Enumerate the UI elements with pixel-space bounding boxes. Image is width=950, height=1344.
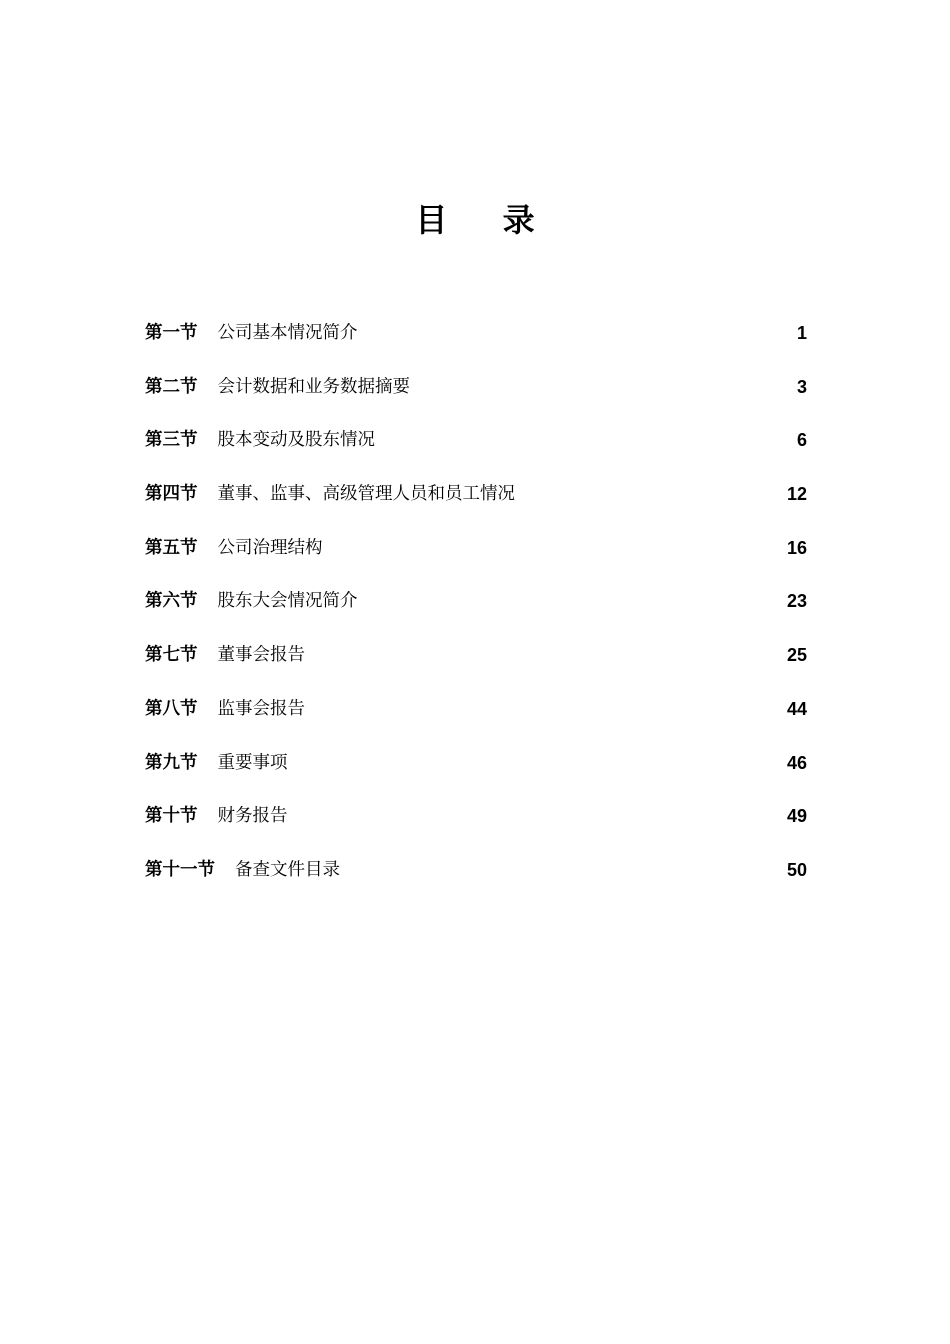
toc-entry-8[interactable]: [145, 694, 807, 748]
toc-section-number: 第二节: [145, 376, 198, 397]
toc-entry-2[interactable]: [145, 372, 807, 426]
toc-entry-7[interactable]: [145, 640, 807, 694]
toc-entry-4[interactable]: [145, 479, 807, 533]
toc-section-title: 会计数据和业务数据摘要: [217, 376, 410, 397]
toc-entry-6[interactable]: [145, 586, 807, 640]
toc-page-number: 46: [786, 752, 807, 773]
toc-section-title: 董事会报告: [217, 645, 305, 666]
toc-section-title: 备查文件目录: [235, 859, 340, 880]
toc-page-number: 49: [786, 806, 807, 827]
toc-page-number: 50: [786, 859, 807, 880]
toc-page-number: 12: [786, 484, 807, 505]
toc-page-number: 44: [786, 698, 807, 719]
toc-section-title: 股本变动及股东情况: [217, 430, 375, 451]
toc-page-number: 23: [786, 591, 807, 612]
toc-section-title: 董事、监事、高级管理人员和员工情况: [217, 484, 515, 505]
toc-section-number: 第九节: [145, 752, 198, 773]
page-title: 目 录: [415, 201, 557, 239]
toc-section-number: 第十节: [145, 806, 198, 827]
toc-entry-1[interactable]: [145, 318, 807, 372]
toc-section-title: 公司治理结构: [217, 537, 323, 558]
toc-page-number: 3: [796, 376, 807, 397]
toc-section-title: 公司基本情况简介: [217, 323, 358, 343]
toc-entry-10[interactable]: [145, 801, 807, 855]
toc-entry-11[interactable]: [145, 855, 807, 909]
toc-section-number: 第一节: [145, 323, 198, 343]
toc-section-number: 第十一节: [145, 859, 215, 880]
toc-section-title: 财务报告: [217, 806, 288, 827]
toc-page-number: 16: [786, 537, 807, 558]
toc-page-number: 1: [796, 323, 807, 343]
toc-section-title: 重要事项: [217, 752, 288, 773]
toc-section-number: 第五节: [145, 537, 198, 558]
toc-section-number: 第八节: [145, 698, 198, 719]
toc-section-number: 第七节: [145, 645, 198, 666]
toc-entry-5[interactable]: [145, 533, 807, 587]
toc-page-number: 6: [796, 430, 807, 451]
toc-section-title: 股东大会情况简介: [217, 591, 358, 612]
toc-entry-3[interactable]: [145, 425, 807, 479]
toc-entry-9[interactable]: [145, 748, 807, 802]
toc-page-number: 25: [786, 645, 807, 666]
table-of-contents: [145, 318, 807, 909]
toc-section-number: 第三节: [145, 430, 198, 451]
toc-section-number: 第四节: [145, 484, 198, 505]
toc-section-number: 第六节: [145, 591, 198, 612]
toc-section-title: 监事会报告: [217, 698, 305, 719]
